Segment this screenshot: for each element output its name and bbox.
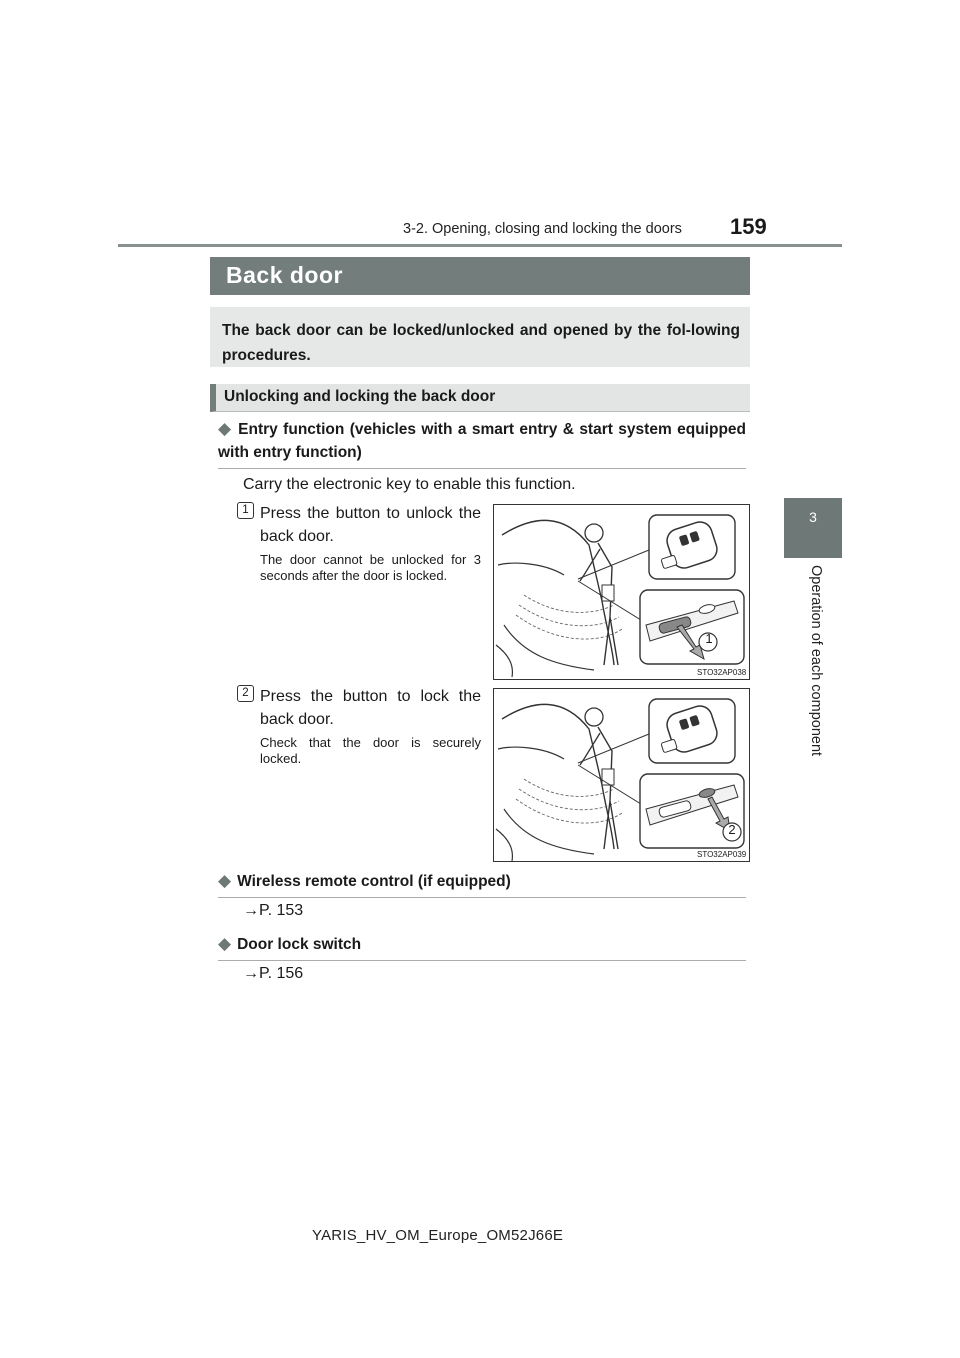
door-lock-switch-ref-text: P. 156 bbox=[259, 965, 304, 982]
unlock-illustration bbox=[494, 505, 749, 679]
diamond-bullet-icon: ◆ bbox=[218, 419, 233, 438]
document-code: YARIS_HV_OM_Europe_OM52J66E bbox=[312, 1227, 564, 1244]
diamond-bullet-icon: ◆ bbox=[218, 871, 232, 890]
page-number: 159 bbox=[730, 214, 767, 239]
entry-function-heading bbox=[218, 417, 746, 469]
chapter-tab bbox=[784, 498, 842, 558]
wireless-remote-ref-text: P. 153 bbox=[259, 902, 304, 919]
step-1-text: Press the button to unlock the back door. bbox=[260, 505, 481, 545]
step-marker-2: 2 bbox=[237, 685, 254, 702]
figure-unlock-back-door bbox=[493, 504, 750, 680]
lock-illustration bbox=[494, 689, 749, 861]
page-title: Back door bbox=[210, 257, 750, 295]
arrow-right-icon: → bbox=[243, 965, 259, 982]
entry-function-heading-text: Entry function (vehicles with a smart entry & start system equipped with entry function) bbox=[218, 421, 747, 461]
door-lock-switch-ref[interactable] bbox=[243, 965, 303, 983]
step-2-text: Press the button to lock the back door. bbox=[260, 688, 481, 728]
running-header: 3-2. Opening, closing and locking the doors bbox=[403, 221, 682, 237]
step-1-note: The door cannot be unlocked for 3 seconds after the door is locked. bbox=[260, 552, 481, 583]
door-lock-switch-heading bbox=[218, 932, 746, 961]
chapter-title: Operation of each component bbox=[808, 565, 824, 757]
intro-box bbox=[210, 307, 750, 367]
arrow-right-icon: → bbox=[243, 902, 259, 919]
wireless-remote-heading bbox=[218, 869, 746, 898]
figure-2-code: STO32AP039 bbox=[697, 850, 747, 859]
step-marker-1: 1 bbox=[237, 502, 254, 519]
step-2-note: Check that the door is securely locked. bbox=[260, 735, 481, 766]
diamond-bullet-icon: ◆ bbox=[218, 934, 232, 953]
figure-1-callout: 1 bbox=[705, 631, 713, 646]
header-divider bbox=[118, 244, 842, 247]
entry-function-lead: Carry the electronic key to enable this function. bbox=[243, 476, 576, 493]
door-lock-switch-heading-text: Door lock switch bbox=[237, 936, 362, 953]
figure-1-code: STO32AP038 bbox=[697, 668, 747, 677]
wireless-remote-heading-text: Wireless remote control (if equipped) bbox=[237, 873, 511, 890]
figure-2-callout: 2 bbox=[728, 822, 736, 837]
chapter-number: 3 bbox=[809, 509, 817, 525]
figure-lock-back-door bbox=[493, 688, 750, 862]
section-heading: Unlocking and locking the back door bbox=[210, 384, 750, 412]
intro-text: The back door can be locked/unlocked and opened by the fol-lowing procedures. bbox=[222, 322, 740, 364]
wireless-remote-ref[interactable] bbox=[243, 902, 303, 920]
